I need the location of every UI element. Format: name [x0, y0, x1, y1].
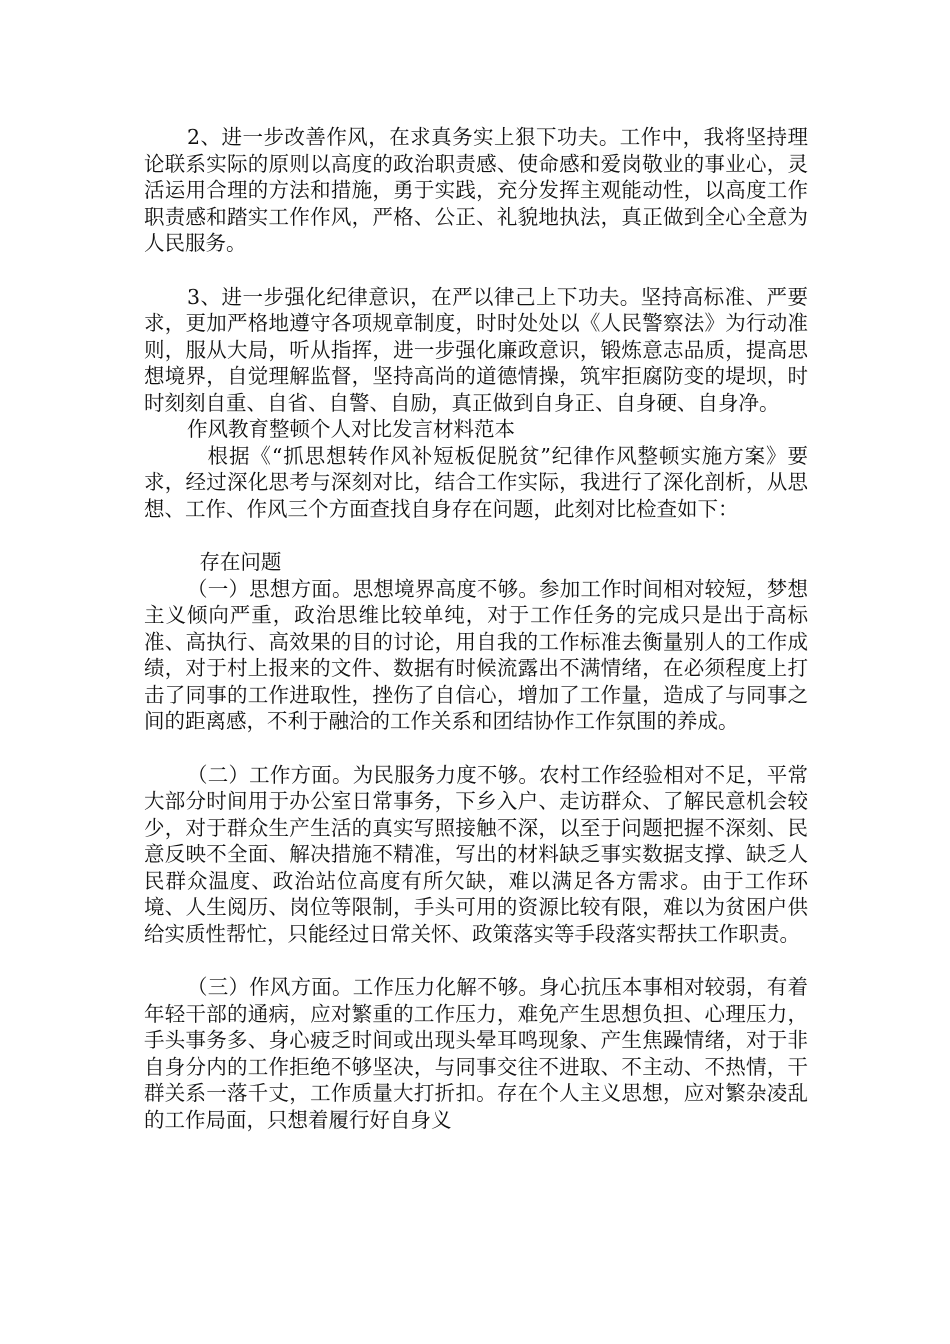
paragraph-style-aspect: （三）作风方面。工作压力化解不够。身心抗压本事相对较弱，有着年轻干部的通病，应对繁重的工作压力，难免产生思想负担、心理压力，手头事务多、身心疲乏时间或出现头晕耳鸣现象、产生焦躁情绪，对于非自身分内的工作拒绝不够坚决，与同事交往不进取、不主动、不热情，干群关系一落千丈，工作质量大打折扣。存在个人主义思想，应对繁杂凌乱的工作局面，只想着履行好自身义 — [144, 975, 808, 1132]
paragraph-discipline: 3、进一步强化纪律意识，在严以律己上下功夫。坚持高标准、严要求，更加严格地遵守各项规章制度，时时处处以《人民警察法》为行动准则，服从大局，听从指挥，进一步强化廉政意识，锻炼意志品质，提高思想境界，自觉理解监督，坚持高尚的道德情操，筑牢拒腐防变的堤坝，时时刻刻自重、自省、自警、自励，真正做到自身正、自身硬、自身净。 — [144, 284, 808, 415]
document-title: 作风教育整顿个人对比发言材料范本 — [187, 417, 516, 441]
paragraph-thought-aspect: （一）思想方面。思想境界高度不够。参加工作时间相对较短，梦想主义倾向严重，政治思维比较单纯，对于工作任务的完成只是出于高标准、高执行、高效果的目的讨论，用自我的工作标准去衡量别人的工作成绩，对于村上报来的文件、数据有时候流露出不满情绪，在必须程度上打击了同事的工作进取性，挫伤了自信心，增加了工作量，造成了与同事之间的距离感，不利于融洽的工作关系和团结协作工作氛围的养成。 — [144, 576, 808, 733]
document-page — [144, 124, 808, 1133]
paragraph-intro: 根据《“抓思想转作风补短板促脱贫”纪律作风整顿实施方案》要求，经过深化思考与深刻对比，结合工作实际，我进行了深化剖析，从思想、工作、作风三个方面查找自身存在问题，此刻对比检查如下： — [144, 443, 808, 521]
paragraph-improve-style: 2、进一步改善作风，在求真务实上狠下功夫。工作中，我将坚持理论联系实际的原则以高度的政治职责感、使命感和爱岗敬业的事业心，灵活运用合理的方法和措施，勇于实践，充分发挥主观能动性，以高度工作职责感和踏实工作作风，严格、公正、礼貌地执法，真正做到全心全意为人民服务。 — [144, 125, 808, 255]
section-heading-problems: 存在问题 — [199, 550, 282, 574]
paragraph-work-aspect: （二）工作方面。为民服务力度不够。农村工作经验相对不足，平常大部分时间用于办公室日常事务，下乡入户、走访群众、了解民意机会较少，对于群众生产生活的真实写照接触不深，以至于问题把握不深刻、民意反映不全面、解决措施不精准，写出的材料缺乏事实数据支撑、缺乏人民群众温度、政治站位高度有所欠缺，难以满足各方需求。由于工作环境、人生阅历、岗位等限制，手头可用的资源比较有限，难以为贫困户供给实质性帮忙，只能经过日常关怀、政策落实等手段落实帮扶工作职责。 — [144, 762, 808, 946]
